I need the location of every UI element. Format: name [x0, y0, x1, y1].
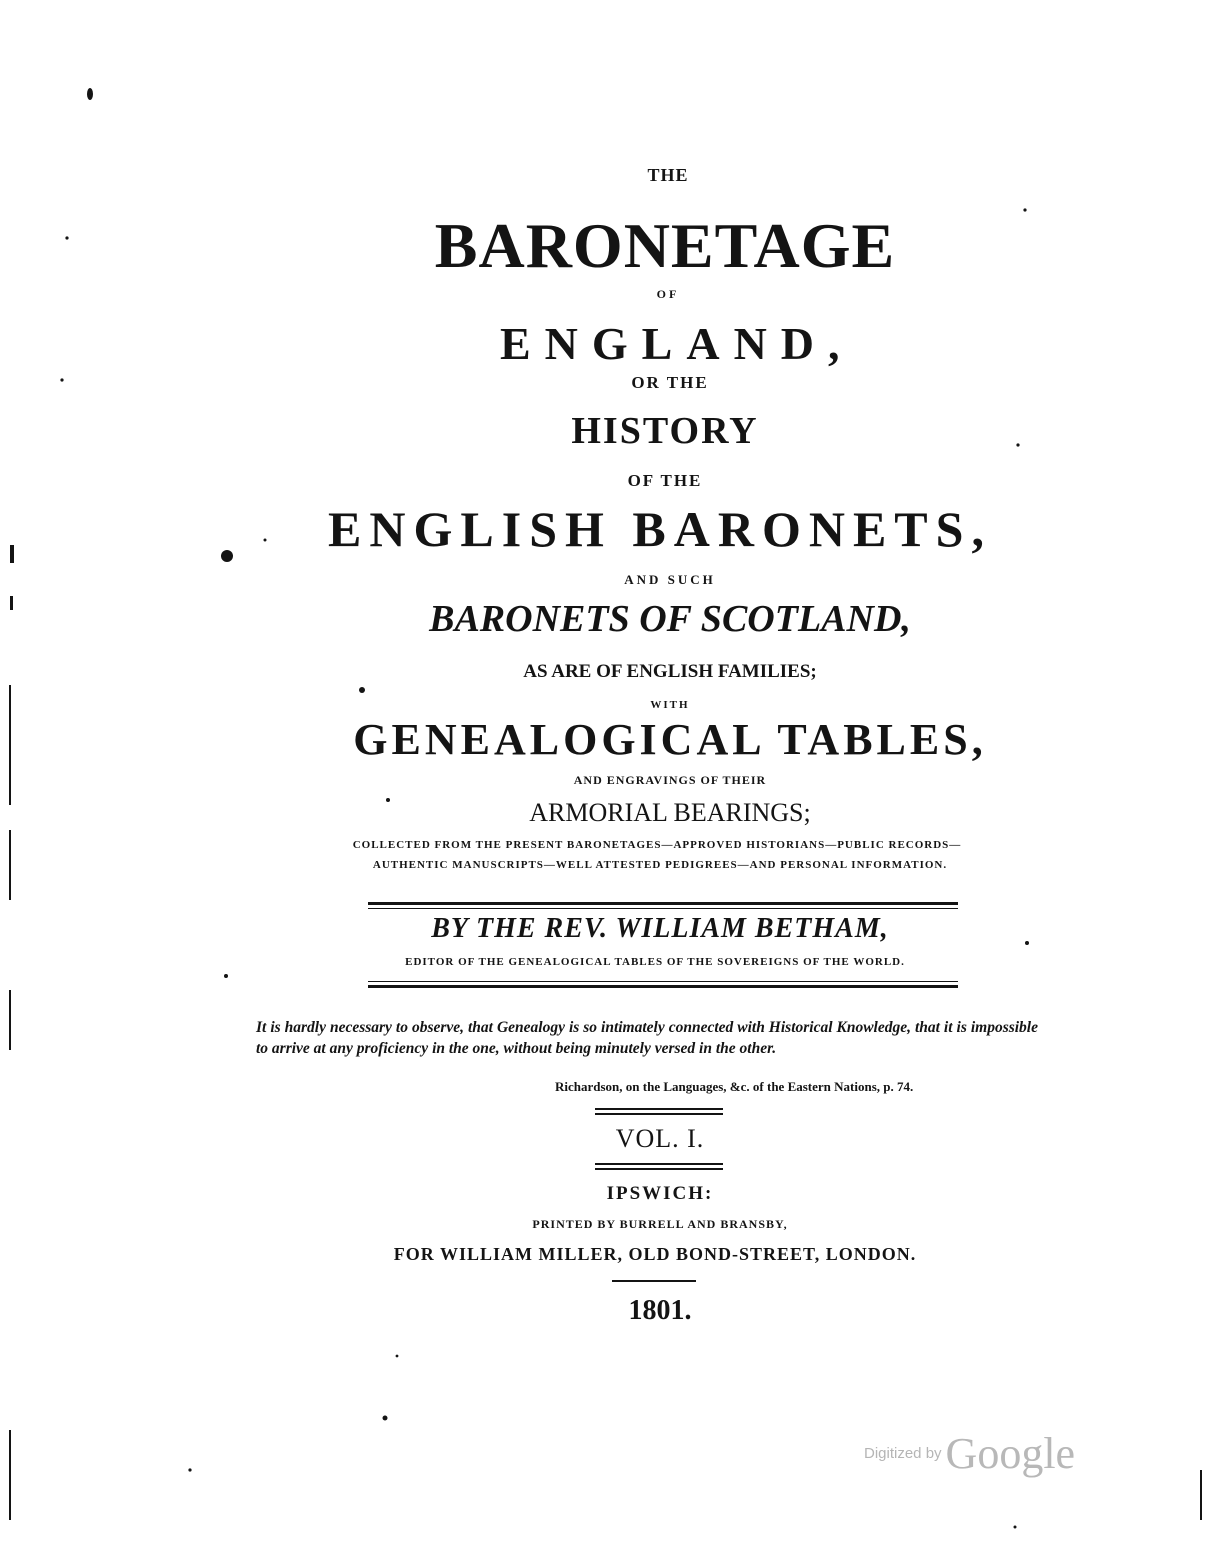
edge-mark	[9, 685, 11, 805]
rule-top-thin	[368, 908, 958, 909]
author-byline: BY THE REV. WILLIAM BETHAM,	[431, 913, 889, 944]
rule-bottom-thin	[368, 981, 958, 982]
speck	[1025, 941, 1029, 945]
edge-mark	[9, 990, 11, 1050]
title-english-baronets: ENGLISH BARONETS,	[328, 501, 992, 557]
title-of-the: OF THE	[627, 471, 703, 490]
title-or-the: OR THE	[631, 373, 709, 392]
imprint-place: IPSWICH:	[606, 1183, 714, 1204]
speck	[264, 539, 267, 542]
title-the: THE	[647, 165, 689, 185]
title-genealogical-tables: GENEALOGICAL TABLES,	[353, 715, 987, 764]
speck	[386, 798, 390, 802]
speck	[383, 1416, 388, 1421]
google-logo: Google	[945, 1429, 1076, 1478]
speck	[396, 1355, 399, 1358]
title-of: OF	[656, 287, 680, 301]
title-baronets-of-scotland: BARONETS OF SCOTLAND,	[429, 598, 911, 640]
sources-line-1: COLLECTED FROM THE PRESENT BARONETAGES—APPROVED HISTORIANS—PUBLIC RECORDS—	[352, 839, 962, 851]
speck	[224, 974, 228, 978]
edge-mark	[1200, 1470, 1202, 1520]
watermark-prefix: Digitized by	[864, 1445, 942, 1462]
rule-vol-bottom-1	[595, 1163, 723, 1165]
editor-line: EDITOR OF THE GENEALOGICAL TABLES OF THE SOVEREIGNS OF THE WORLD.	[405, 956, 905, 968]
edge-mark	[9, 830, 11, 900]
epigraph-text: It is hardly necessary to observe, that Genealogy is so intimately connected with Historical Knowledge, that it is impossible to arrive at any proficiency in the one, without being minutely versed in the other.	[256, 1019, 1038, 1057]
speck	[1016, 443, 1019, 446]
speck	[1023, 208, 1026, 211]
rule-vol-bottom-2	[595, 1168, 723, 1170]
imprint-printer: PRINTED BY BURRELL AND BRANSBY,	[532, 1217, 788, 1231]
speck	[87, 88, 93, 100]
rule-bottom-thick	[368, 985, 958, 988]
speck	[1014, 1526, 1017, 1529]
title-armorial-bearings: ARMORIAL BEARINGS;	[529, 798, 811, 827]
rule-year	[612, 1280, 696, 1282]
speck	[188, 1468, 191, 1471]
imprint-year: 1801.	[628, 1295, 692, 1326]
rule-top-thick	[368, 902, 958, 905]
volume-number: VOL. I.	[615, 1124, 705, 1153]
title-england: ENGLAND,	[500, 318, 854, 369]
rule-vol-top-1	[595, 1108, 723, 1110]
digitized-by-google-watermark	[864, 1428, 1114, 1478]
title-and-such: AND SUCH	[624, 572, 716, 587]
title-history: HISTORY	[571, 410, 759, 452]
epigraph-citation: Richardson, on the Languages, &c. of the Eastern Nations, p. 74.	[555, 1079, 914, 1094]
speck	[359, 687, 365, 693]
title-as-are: AS ARE OF ENGLISH FAMILIES;	[523, 661, 817, 682]
sources-line-2: AUTHENTIC MANUSCRIPTS—WELL ATTESTED PEDIGREES—AND PERSONAL INFORMATION.	[372, 859, 948, 871]
edge-mark	[10, 596, 13, 610]
edge-mark	[10, 545, 14, 563]
edge-mark	[9, 1430, 11, 1520]
title-baronetage: BARONETAGE	[434, 210, 896, 281]
title-with: WITH	[650, 699, 690, 711]
speck	[221, 550, 233, 562]
rule-vol-top-2	[595, 1113, 723, 1115]
title-engravings: AND ENGRAVINGS OF THEIR	[573, 773, 767, 787]
imprint-publisher: FOR WILLIAM MILLER, OLD BOND-STREET, LONDON.	[393, 1244, 917, 1264]
speck	[65, 236, 68, 239]
epigraph	[256, 1017, 1038, 1059]
speck	[60, 378, 63, 381]
